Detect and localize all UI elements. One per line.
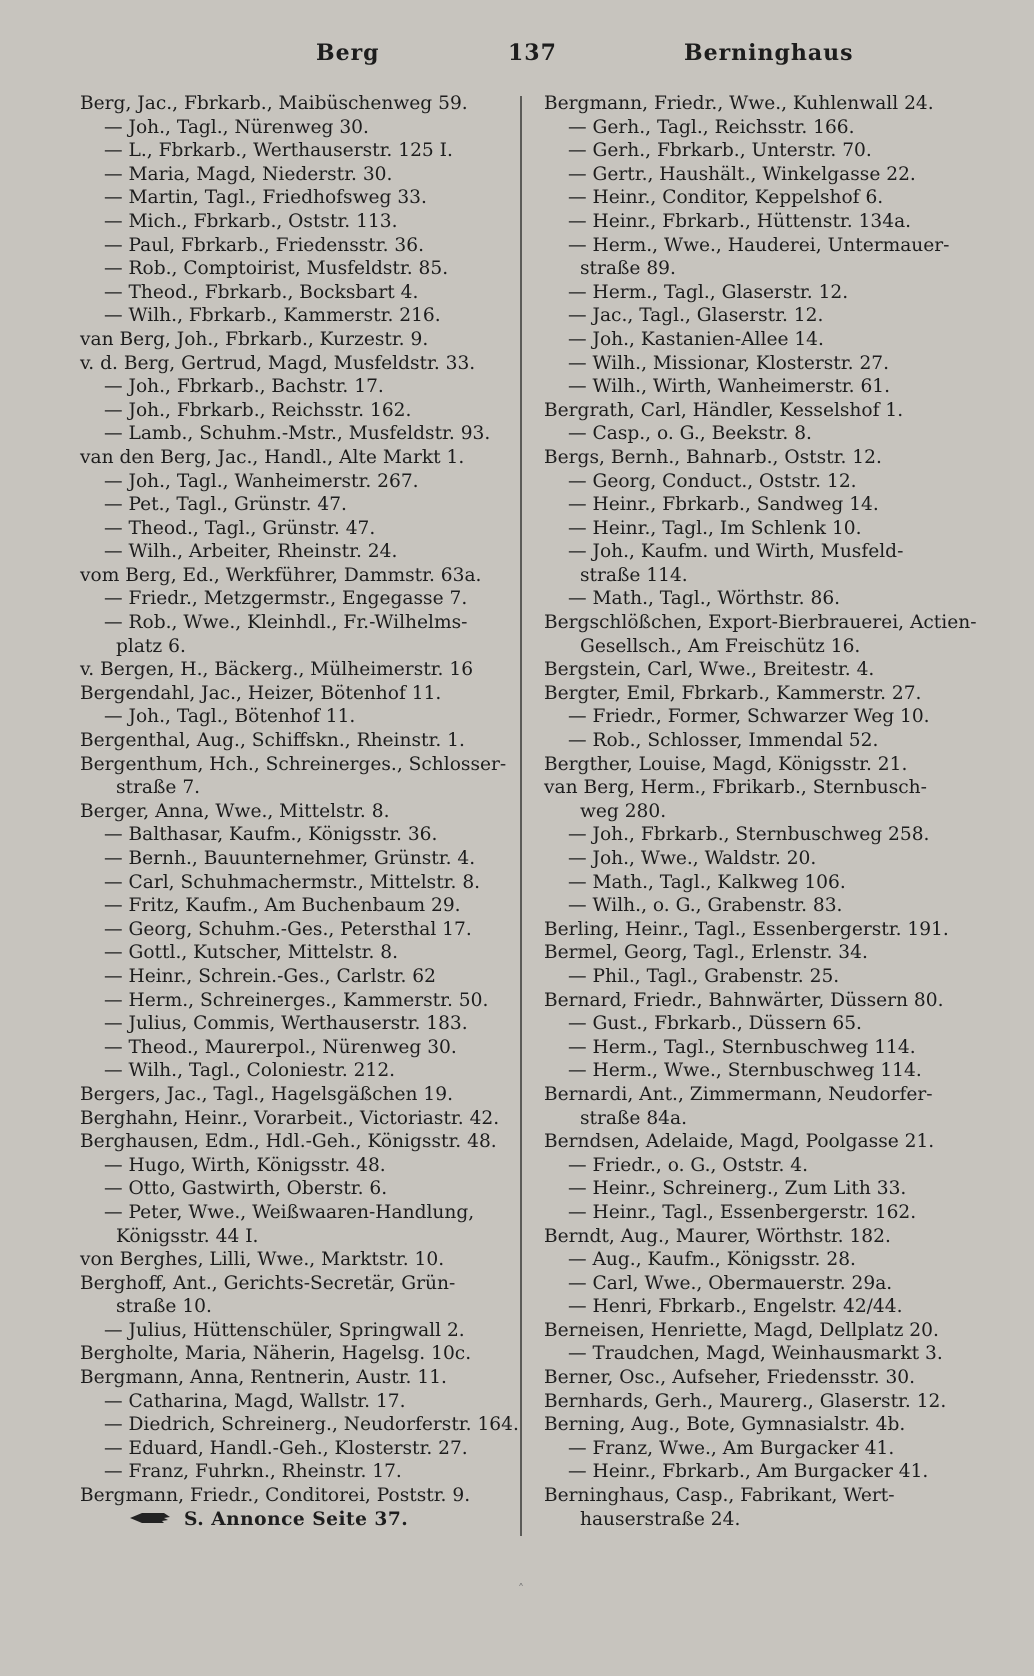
- directory-entry: van den Berg, Jac., Handl., Alte Markt 1.: [80, 446, 465, 468]
- directory-entry: — Eduard, Handl.-Geh., Klosterstr. 27.: [104, 1437, 468, 1459]
- directory-entry: Bergschlößchen, Export-Bierbrauerei, Actien-: [544, 612, 977, 634]
- directory-entry: — Joh., Fbrkarb., Sternbuschweg 258.: [568, 824, 930, 846]
- directory-entry: — Paul, Fbrkarb., Friedensstr. 36.: [104, 234, 424, 256]
- directory-entry: straße 89.: [580, 258, 676, 280]
- directory-entry: — Wilh., Tagl., Coloniestr. 212.: [104, 1060, 396, 1082]
- directory-entry: — Catharina, Magd, Wallstr. 17.: [104, 1390, 406, 1412]
- directory-entry: Bergenthal, Aug., Schiffskn., Rheinstr. 1.: [80, 730, 465, 752]
- header-right-keyword: Berninghaus: [684, 40, 854, 66]
- directory-entry: — Fritz, Kaufm., Am Buchenbaum 29.: [104, 895, 461, 917]
- directory-entry: — Mich., Fbrkarb., Oststr. 113.: [104, 210, 398, 232]
- directory-entry: — Heinr., Schreinerg., Zum Lith 33.: [568, 1178, 907, 1200]
- directory-entry: Berghahn, Heinr., Vorarbeit., Victoriastr. 42.: [80, 1107, 500, 1129]
- directory-entry: — Heinr., Conditor, Keppelshof 6.: [568, 187, 884, 209]
- directory-entry: Bergendahl, Jac., Heizer, Bötenhof 11.: [80, 682, 442, 704]
- left-column: [80, 92, 519, 1531]
- directory-entry: — L., Fbrkarb., Werthauserstr. 125 I.: [104, 140, 453, 162]
- directory-entry: straße 114.: [580, 564, 688, 586]
- directory-entry: — Joh., Wwe., Waldstr. 20.: [568, 848, 817, 869]
- directory-entry: — Maria, Magd, Niederstr. 30.: [104, 163, 393, 185]
- directory-entry: von Berghes, Lilli, Wwe., Marktstr. 10.: [80, 1249, 445, 1271]
- directory-entry: Bergther, Louise, Magd, Königsstr. 21.: [544, 753, 908, 775]
- directory-entry: Bernard, Friedr., Bahnwärter, Düssern 80.: [544, 989, 944, 1011]
- page-number: 137: [508, 40, 557, 66]
- directory-entry: — Heinr., Fbrkarb., Hüttenstr. 134a.: [568, 210, 912, 232]
- directory-entry: Bergers, Jac., Tagl., Hagelsgäßchen 19.: [80, 1083, 453, 1105]
- directory-entry: — Aug., Kaufm., Königsstr. 28.: [568, 1249, 856, 1271]
- directory-entry: — Henri, Fbrkarb., Engelstr. 42/44.: [568, 1296, 903, 1318]
- directory-entry: — Joh., Tagl., Bötenhof 11.: [104, 706, 356, 728]
- directory-entry: — Diedrich, Schreinerg., Neudorferstr. 164.: [104, 1414, 519, 1436]
- directory-entry: — Wilh., Wirth, Wanheimerstr. 61.: [568, 376, 891, 398]
- directory-entry: — Peter, Wwe., Weißwaaren-Handlung,: [104, 1201, 475, 1223]
- directory-entry: — Gottl., Kutscher, Mittelstr. 8.: [104, 942, 399, 964]
- directory-entry: — Martin, Tagl., Friedhofsweg 33.: [104, 187, 427, 209]
- directory-entry: — Georg, Schuhm.-Ges., Petersthal 17.: [104, 918, 472, 940]
- directory-entry: — Math., Tagl., Wörthstr. 86.: [568, 588, 841, 610]
- directory-entry: — Carl, Wwe., Obermauerstr. 29a.: [568, 1272, 893, 1294]
- directory-entry: — Joh., Kastanien-Allee 14.: [568, 328, 824, 350]
- directory-entry: — Heinr., Tagl., Im Schlenk 10.: [568, 517, 862, 539]
- directory-entry: Berneisen, Henriette, Magd, Dellplatz 20.: [544, 1319, 939, 1341]
- directory-entry: — Balthasar, Kaufm., Königsstr. 36.: [104, 824, 438, 846]
- directory-entry: — Herm., Schreinerges., Kammerstr. 50.: [104, 989, 489, 1011]
- directory-entry: — Gerh., Tagl., Reichsstr. 166.: [568, 116, 855, 138]
- directory-entry: — Casp., o. G., Beekstr. 8.: [568, 423, 812, 445]
- directory-entry: — Gust., Fbrkarb., Düssern 65.: [568, 1013, 862, 1035]
- directory-entry: — Herm., Tagl., Sternbuschweg 114.: [568, 1036, 916, 1058]
- directory-entry: — Bernh., Bauunternehmer, Grünstr. 4.: [104, 848, 476, 869]
- directory-entry: — Otto, Gastwirth, Oberstr. 6.: [104, 1178, 388, 1200]
- directory-entry: Bergs, Bernh., Bahnarb., Oststr. 12.: [544, 446, 882, 468]
- directory-entry: — Rob., Wwe., Kleinhdl., Fr.-Wilhelms-: [104, 612, 468, 634]
- directory-entry: — Rob., Schlosser, Immendal 52.: [568, 730, 879, 752]
- directory-entry: — Gerh., Fbrkarb., Unterstr. 70.: [568, 140, 872, 162]
- directory-entry: — Theod., Tagl., Grünstr. 47.: [104, 517, 376, 539]
- directory-entry: hauserstraße 24.: [580, 1508, 741, 1530]
- directory-entry: Bergmann, Friedr., Conditorei, Poststr. 9.: [80, 1485, 471, 1507]
- directory-entry: — Rob., Comptoirist, Musfeldstr. 85.: [104, 258, 449, 280]
- directory-entry: van Berg, Herm., Fbrikarb., Sternbusch-: [544, 777, 927, 799]
- directory-entry: Bergter, Emil, Fbrkarb., Kammerstr. 27.: [544, 682, 922, 704]
- directory-entry: Berg, Jac., Fbrkarb., Maibüschenweg 59.: [80, 93, 468, 114]
- directory-entry: platz 6.: [116, 635, 186, 657]
- directory-entry: Bernardi, Ant., Zimmermann, Neudorfer-: [544, 1083, 933, 1105]
- directory-entry: — Lamb., Schuhm.-Mstr., Musfeldstr. 93.: [104, 423, 491, 445]
- directory-entry: Berning, Aug., Bote, Gymnasialstr. 4b.: [544, 1414, 906, 1436]
- directory-entry: — Wilh., o. G., Grabenstr. 83.: [568, 895, 843, 917]
- directory-entry: van Berg, Joh., Fbrkarb., Kurzestr. 9.: [80, 328, 429, 350]
- directory-entry: — Joh., Tagl., Nürenweg 30.: [104, 116, 369, 138]
- directory-entry: v. Bergen, H., Bäckerg., Mülheimerstr. 16: [80, 659, 474, 681]
- directory-entry: — Herm., Wwe., Hauderei, Untermauer-: [568, 234, 950, 256]
- directory-entry: — Franz, Wwe., Am Burgacker 41.: [568, 1437, 895, 1459]
- header-left-keyword: Berg: [316, 40, 380, 66]
- directory-entry: Bergenthum, Hch., Schreinerges., Schlosser-: [80, 753, 507, 775]
- directory-entry: — Georg, Conduct., Oststr. 12.: [568, 470, 857, 492]
- directory-entry: Gesellsch., Am Freischütz 16.: [580, 635, 861, 657]
- directory-entry: — Friedr., o. G., Oststr. 4.: [568, 1154, 809, 1176]
- directory-entry: — Herm., Wwe., Sternbuschweg 114.: [568, 1060, 922, 1082]
- directory-entry: Königsstr. 44 I.: [116, 1225, 259, 1247]
- printer-mark: ˄: [518, 1582, 524, 1596]
- directory-entry: — Joh., Fbrkarb., Reichsstr. 162.: [104, 399, 412, 421]
- directory-entry: — Heinr., Fbrkarb., Am Burgacker 41.: [568, 1461, 929, 1483]
- directory-entry: v. d. Berg, Gertrud, Magd, Musfeldstr. 33.: [80, 352, 476, 374]
- directory-entry: — Wilh., Missionar, Klosterstr. 27.: [568, 352, 890, 374]
- right-column: [544, 92, 984, 1531]
- directory-entry: — Joh., Kaufm. und Wirth, Musfeld-: [568, 541, 904, 563]
- directory-entry: — Hugo, Wirth, Königsstr. 48.: [104, 1154, 386, 1176]
- directory-entry: straße 84a.: [580, 1107, 687, 1129]
- directory-entry: Bergholte, Maria, Näherin, Hagelsg. 10c.: [80, 1343, 472, 1365]
- directory-entry: — Phil., Tagl., Grabenstr. 25.: [568, 965, 840, 987]
- directory-entry: straße 10.: [116, 1296, 212, 1318]
- directory-entry: — Friedr., Former, Schwarzer Weg 10.: [568, 706, 930, 728]
- directory-entry: Bernhards, Gerh., Maurerg., Glaserstr. 12.: [544, 1390, 947, 1412]
- directory-entry: — Wilh., Fbrkarb., Kammerstr. 216.: [104, 305, 441, 327]
- directory-entry: Berninghaus, Casp., Fabrikant, Wert-: [544, 1485, 895, 1507]
- directory-entry: vom Berg, Ed., Werkführer, Dammstr. 63a.: [80, 564, 482, 586]
- annonce-text: S. Annonce Seite 37.: [184, 1508, 409, 1530]
- directory-entry: — Julius, Commis, Werthauserstr. 183.: [104, 1013, 468, 1035]
- directory-entry: Berghausen, Edm., Hdl.-Geh., Königsstr. 48.: [80, 1131, 497, 1153]
- column-divider: [520, 96, 522, 1536]
- directory-entry: — Joh., Fbrkarb., Bachstr. 17.: [104, 376, 384, 398]
- directory-entry: — Franz, Fuhrkn., Rheinstr. 17.: [104, 1461, 402, 1483]
- directory-entry: — Jac., Tagl., Glaserstr. 12.: [568, 305, 824, 327]
- directory-entry: — Heinr., Schrein.-Ges., Carlstr. 62: [104, 965, 436, 987]
- directory-entry: — Heinr., Fbrkarb., Sandweg 14.: [568, 494, 879, 516]
- directory-entry: Bergstein, Carl, Wwe., Breitestr. 4.: [544, 659, 875, 681]
- directory-entry: Bergmann, Anna, Rentnerin, Austr. 11.: [80, 1367, 447, 1389]
- directory-entry: — Carl, Schuhmachermstr., Mittelstr. 8.: [104, 871, 481, 893]
- directory-entry: Berling, Heinr., Tagl., Essenbergerstr. 191.: [544, 918, 949, 940]
- directory-entry: — Theod., Fbrkarb., Bocksbart 4.: [104, 281, 419, 303]
- directory-entry: — Gertr., Haushält., Winkelgasse 22.: [568, 163, 916, 185]
- directory-entry: Berndsen, Adelaide, Magd, Poolgasse 21.: [544, 1131, 935, 1153]
- directory-entry: — Math., Tagl., Kalkweg 106.: [568, 871, 846, 893]
- directory-entry: — Herm., Tagl., Glaserstr. 12.: [568, 281, 849, 303]
- directory-entry: — Joh., Tagl., Wanheimerstr. 267.: [104, 470, 419, 492]
- directory-entry: Bergrath, Carl, Händler, Kesselshof 1.: [544, 399, 904, 421]
- directory-entry: Bergmann, Friedr., Wwe., Kuhlenwall 24.: [544, 93, 934, 114]
- directory-entry: — Heinr., Tagl., Essenbergerstr. 162.: [568, 1201, 917, 1223]
- directory-entry: — Traudchen, Magd, Weinhausmarkt 3.: [568, 1343, 943, 1365]
- directory-entry: — Pet., Tagl., Grünstr. 47.: [104, 494, 347, 516]
- directory-entry: straße 7.: [116, 777, 201, 799]
- directory-entry: weg 280.: [580, 800, 667, 822]
- annonce-reference: [80, 1508, 512, 1532]
- directory-entry: Berger, Anna, Wwe., Mittelstr. 8.: [80, 800, 390, 822]
- pointing-hand-icon: [128, 1509, 172, 1527]
- directory-entry: Bermel, Georg, Tagl., Erlenstr. 34.: [544, 942, 868, 964]
- directory-entry: — Wilh., Arbeiter, Rheinstr. 24.: [104, 541, 398, 563]
- directory-entry: Berner, Osc., Aufseher, Friedensstr. 30.: [544, 1367, 916, 1389]
- page-header: [76, 40, 956, 76]
- directory-entry: — Julius, Hüttenschüler, Springwall 2.: [104, 1319, 465, 1341]
- directory-entry: — Theod., Maurerpol., Nürenweg 30.: [104, 1036, 457, 1058]
- directory-entry: — Friedr., Metzgermstr., Engegasse 7.: [104, 588, 468, 610]
- directory-entry: Berndt, Aug., Maurer, Wörthstr. 182.: [544, 1225, 891, 1247]
- directory-entry: Berghoff, Ant., Gerichts-Secretär, Grün-: [80, 1272, 456, 1294]
